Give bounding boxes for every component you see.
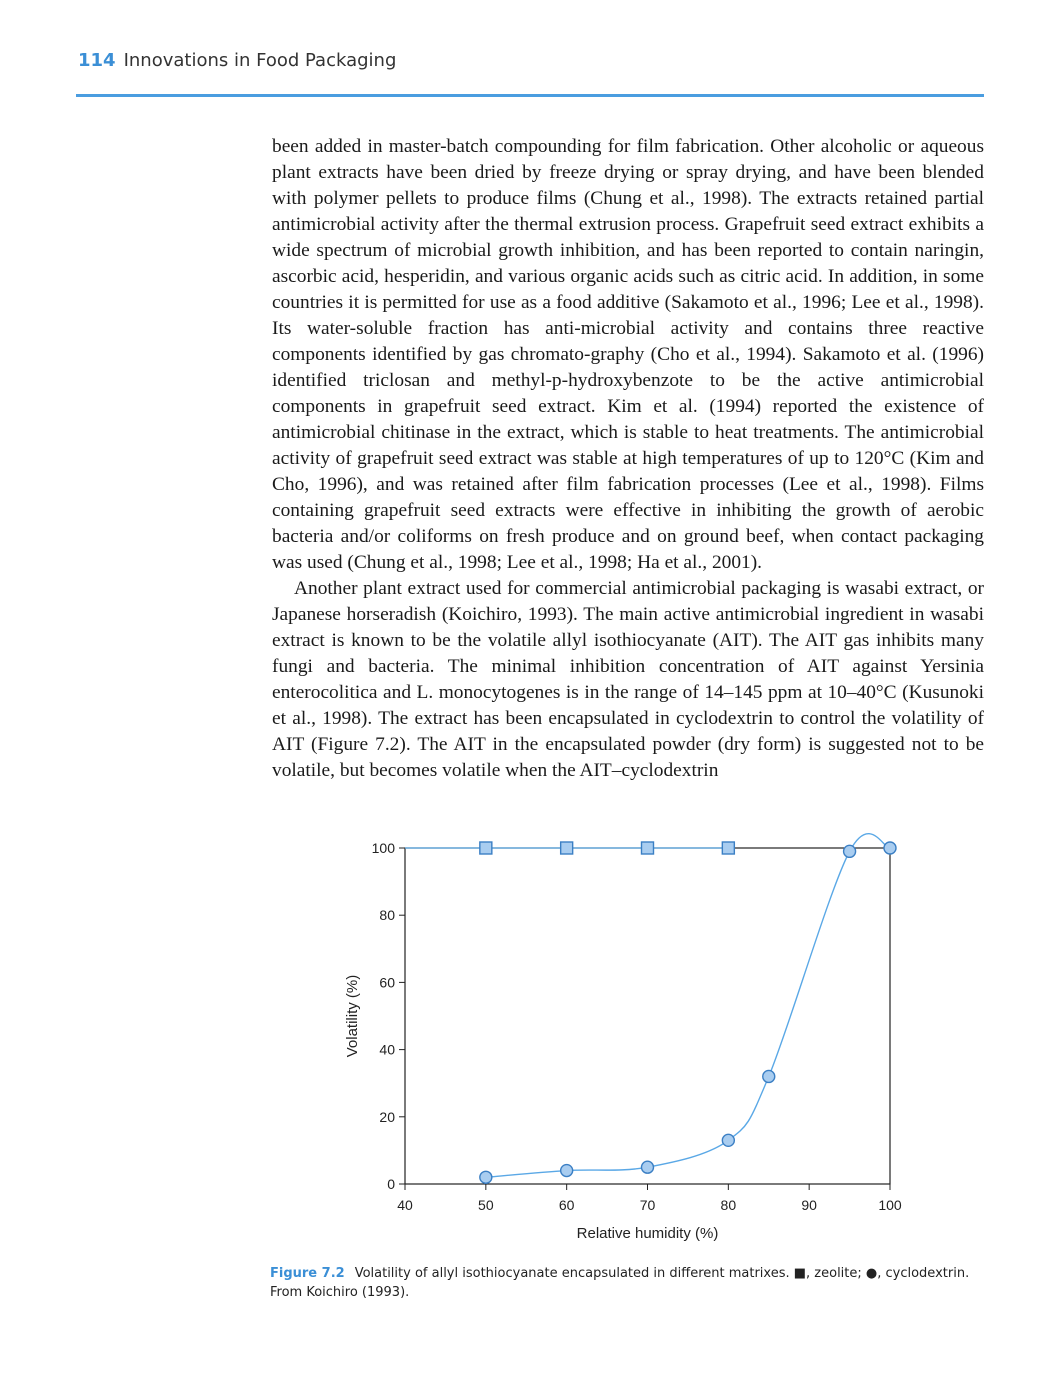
figure-chart <box>330 830 970 1250</box>
x-tick-label: 50 <box>478 1197 494 1213</box>
cyclodextrin-point <box>722 1134 734 1146</box>
cyclodextrin-point <box>561 1165 573 1177</box>
cyclodextrin-point <box>480 1171 492 1183</box>
plot-frame <box>405 848 890 1184</box>
zeolite-point <box>722 842 734 854</box>
x-axis-title: Relative humidity (%) <box>576 1225 719 1242</box>
figure-label: Figure 7.2 <box>270 1266 345 1281</box>
running-header <box>78 50 396 71</box>
figure-caption <box>270 1264 982 1302</box>
x-tick-label: 80 <box>720 1197 737 1213</box>
zeolite-point <box>561 842 573 854</box>
y-tick-label: 0 <box>387 1176 395 1192</box>
y-axis-title: Volatility (%) <box>344 974 361 1058</box>
paragraph-1: been added in master-batch compounding for film fabrication. Other alcoholic or aqueous plant extracts have been dried by freeze drying or spray drying, and have been blended with polymer pellets to produce films (Chung et al., 1998). The extracts retained partial antimicrobial activity after the thermal extrusion process. Grapefruit seed extract exhibits a wide spectrum of microbial growth inhibition, and has been reported to contain naringin, ascorbic acid, hesperidin, and various organic acids such as citric acid. In addition, in some countries it is permitted for use as a food additive (Sakamoto et al., 1996; Lee et al., 1998). Its water-soluble fraction has anti-microbial activity and contains three reactive components identified by gas chromato-graphy (Cho et al., 1994). Sakamoto et al. (1996) identified triclosan and methyl-p-hydroxybenzote to be the active antimicrobial components in grapefruit seed extract. Kim et al. (1994) reported the existence of antimicrobial chitinase in the extract, which is stable to heat treatments. The antimicrobial activity of grapefruit seed extract was stable at high temperatures of up to 120°C (Kim and Cho, 1996), and was retained after film fabrication processes (Lee et al., 1998). Films containing grapefruit seed extracts were effective in inhibiting the growth of aerobic bacteria and/or coliforms on fresh produce and on ground beef, when contact packaging was used (Chung et al., 1998; Lee et al., 1998; Ha et al., 2001). <box>272 136 984 573</box>
x-tick-label: 40 <box>397 1197 413 1213</box>
zeolite-point <box>642 842 654 854</box>
paragraph-2: Another plant extract used for commercial antimicrobial packaging is wasabi extract, or Japanese horseradish (Koichiro, 1993). The main active antimicrobial ingredient in wasabi extract is known to be the volatile allyl isothiocyanate (AIT). The AIT gas inhibits many fungi and bacteria. The minimal inhibition concentration of AIT against Yersinia enterocolitica and L. monocytogenes is in the range of 14–145 ppm at 10–40°C (Kusunoki et al., 1998). The extract has been encapsulated in cyclodextrin to control the volatility of AIT (Figure 7.2). The AIT in the encapsulated powder (dry form) is suggested not to be volatile, but becomes volatile when the AIT–cyclodextrin <box>272 578 984 781</box>
y-tick-label: 40 <box>379 1041 395 1058</box>
cyclodextrin-point <box>642 1161 654 1173</box>
y-tick-label: 80 <box>379 907 395 924</box>
x-tick-label: 60 <box>558 1197 575 1213</box>
x-tick-label: 70 <box>639 1197 656 1213</box>
book-title: Innovations in Food Packaging <box>123 50 397 71</box>
cyclodextrin-point <box>844 845 856 857</box>
cyclodextrin-point <box>884 842 896 854</box>
y-tick-label: 20 <box>379 1108 395 1125</box>
caption-text: Volatility of allyl isothiocyanate encapsulated in different matrixes. ■, zeolite; ●, cyclodextrin. <box>354 1266 970 1281</box>
y-tick-label: 100 <box>371 840 395 856</box>
y-tick-label: 60 <box>379 974 395 991</box>
x-tick-label: 100 <box>878 1197 902 1213</box>
page-number: 114 <box>78 50 116 71</box>
chart-svg <box>330 830 970 1250</box>
header-rule <box>76 94 984 97</box>
series-cyclodextrin-line <box>486 834 890 1178</box>
body-text <box>272 134 984 784</box>
cyclodextrin-point <box>763 1070 775 1082</box>
zeolite-point <box>480 842 492 854</box>
x-tick-label: 90 <box>801 1197 817 1213</box>
caption-source: From Koichiro (1993). <box>270 1285 410 1300</box>
